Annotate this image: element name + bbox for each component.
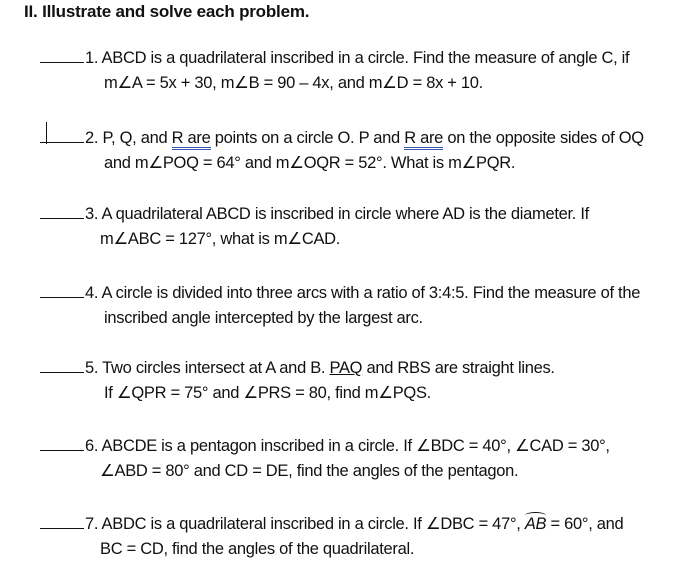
problem-7: 7. ABDC is a quadrilateral inscribed in a circle. If ∠DBC = 47°, AB = 60°, and BC = CD, find the angles of the quadrilateral.	[40, 512, 676, 562]
problem-1: 1. ABCD is a quadrilateral inscribed in a circle. Find the measure of angle C, if m∠A = 5x + 30, m∠B = 90 – 4x, and m∠D = 8x + 10.	[40, 46, 676, 96]
spellcheck-underline: R are	[404, 129, 443, 150]
answer-blank-2[interactable]	[40, 128, 84, 143]
problem-6: 6. ABCDE is a pentagon inscribed in a circle. If ∠BDC = 40°, ∠CAD = 30°, ∠ABD = 80° and CD = DE, find the angles of the pentagon.	[40, 434, 676, 484]
answer-blank-3[interactable]	[40, 204, 84, 219]
problem-4-line2: inscribed angle intercepted by the largest arc.	[104, 309, 423, 327]
problem-5-line2: If ∠QPR = 75° and ∠PRS = 80, find m∠PQS.	[104, 384, 431, 402]
answer-blank-6[interactable]	[40, 436, 84, 451]
arc-ab-symbol: AB	[524, 515, 547, 533]
answer-blank-5[interactable]	[40, 358, 84, 373]
problem-3: 3. A quadrilateral ABCD is inscribed in circle where AD is the diameter. If m∠ABC = 127°, what is m∠CAD.	[40, 202, 676, 252]
section-title: II. Illustrate and solve each problem.	[24, 2, 310, 21]
problem-7-line2: BC = CD, find the angles of the quadrilateral.	[100, 540, 415, 558]
answer-blank-4[interactable]	[40, 283, 84, 298]
spellcheck-underline: R are	[172, 129, 211, 150]
problem-1-line2: m∠A = 5x + 30, m∠B = 90 – 4x, and m∠D = 8x + 10.	[104, 74, 483, 92]
problem-2-line2: and m∠POQ = 64° and m∠OQR = 52°. What is m∠PQR.	[104, 154, 516, 172]
problem-6-line2: ∠ABD = 80° and CD = DE, find the angles of the pentagon.	[100, 462, 519, 480]
answer-blank-7[interactable]	[40, 514, 84, 529]
answer-blank-1[interactable]	[40, 48, 84, 63]
problem-3-line2: m∠ABC = 127°, what is m∠CAD.	[100, 230, 341, 248]
problem-2: 2. P, Q, and R are points on a circle O. P and R are on the opposite sides of OQ and m∠POQ = 64° and m∠OQR = 52°. What is m∠PQR.	[40, 126, 676, 176]
problem-5: 5. Two circles intersect at A and B. PAQ and RBS are straight lines. If ∠QPR = 75° and ∠PRS = 80, find m∠PQS.	[40, 356, 676, 406]
problem-4: 4. A circle is divided into three arcs with a ratio of 3:4:5. Find the measure of the inscribed angle intercepted by the largest arc.	[40, 281, 676, 331]
